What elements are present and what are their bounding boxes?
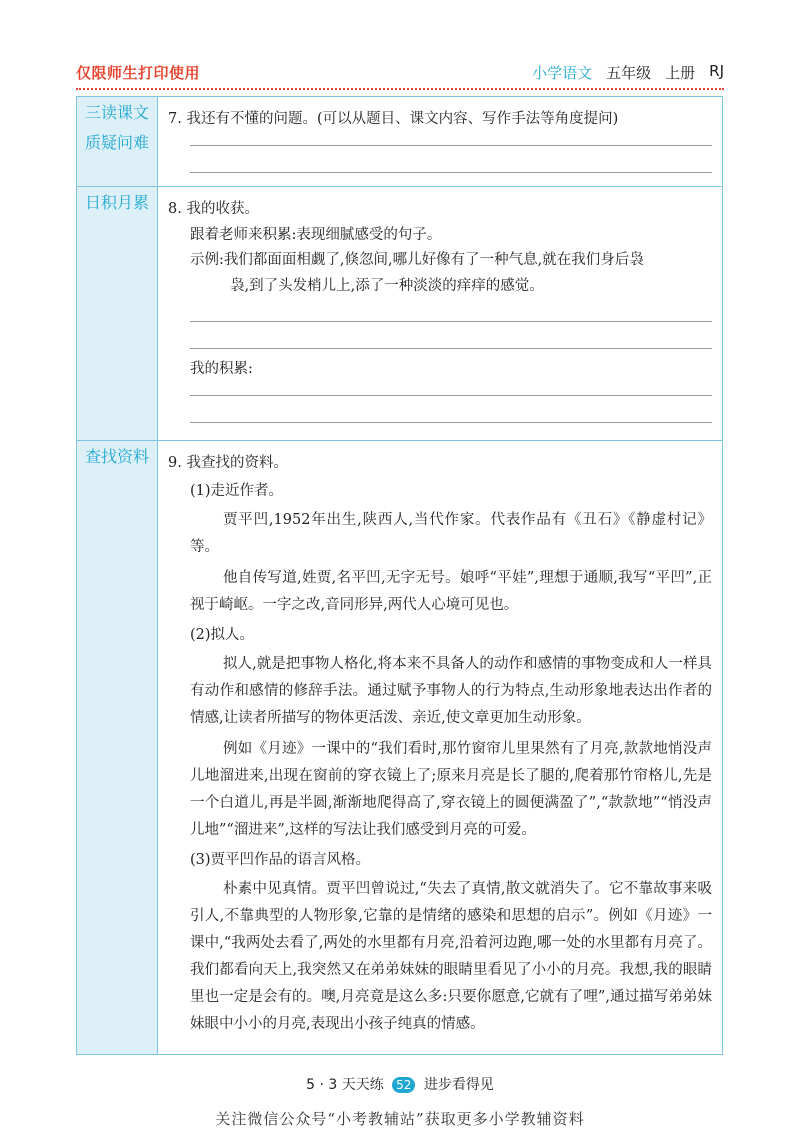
footer-slogan: 进步看得见 xyxy=(423,1077,494,1093)
question-8: 8. 我的收获。 xyxy=(168,201,259,217)
question-7: 7. 我还有不懂的问题。(可以从题目、课文内容、写作手法等角度提问) xyxy=(168,111,619,127)
section-content-research xyxy=(158,441,723,1055)
section-label-research: 查找资料 xyxy=(77,441,158,1055)
answer-line[interactable] xyxy=(190,395,712,396)
footer-series: 5 · 3 天天练 xyxy=(306,1077,384,1093)
page-footer xyxy=(0,1074,800,1094)
book-info xyxy=(532,62,724,83)
answer-line[interactable] xyxy=(190,172,712,173)
volume-label: 上册 xyxy=(665,64,696,82)
section-questions xyxy=(77,97,723,187)
my-accumulation-label: 我的积累: xyxy=(190,361,253,377)
item-3-title: (3)贾平凹作品的语言风格。 xyxy=(190,852,371,868)
item-2-title: (2)拟人。 xyxy=(190,627,255,643)
answer-line[interactable] xyxy=(190,145,712,146)
section-accumulation xyxy=(77,187,723,441)
example-line-2: 袅,到了头发梢儿上,添了一种淡淡的痒痒的感觉。 xyxy=(230,278,544,294)
grade-label: 五年级 xyxy=(606,64,652,82)
section-label-questions xyxy=(77,97,158,187)
header-divider xyxy=(76,88,724,90)
section-label-accumulation: 日积月累 xyxy=(77,187,158,441)
subject-label: 小学语文 xyxy=(532,64,593,82)
page-number-badge: 52 xyxy=(392,1077,415,1093)
author-intro-paragraph: 贾平凹,1952年出生,陕西人,当代作家。代表作品有《丑石》《静虚村记》等。 xyxy=(190,512,712,555)
example-line-1: 示例:我们都面面相觑了,倏忽间,哪儿好像有了一种气息,就在我们身后袅 xyxy=(190,252,644,268)
worksheet-table xyxy=(76,96,723,1055)
item-1-title: (1)走近作者。 xyxy=(190,483,284,499)
language-style-paragraph: 朴素中见真情。贾平凹曾说过,“失去了真情,散文就消失了。它不靠故事来吸引人,不靠典型的人物形象,它靠的是情绪的感染和思想的启示”。例如《月迹》一课中,“我两处去看了,两处的水里都有月亮,沿着河边跑,哪一处的水里都有月亮了。我们都看向天上,我突然又在弟弟妹妹的眼睛里看见了小小的月亮。我想,我的眼睛里也一定是会有的。噢,月亮竟是这么多:只要你愿意,它就有了哩”,通过描写弟弟妹妹眼中小小的月亮,表现出小孩子纯真的情感。 xyxy=(190,881,712,1032)
section-content-accumulation xyxy=(158,187,723,441)
wechat-note: 关注微信公众号“小考教辅站”获取更多小学教辅资料 xyxy=(215,1110,585,1128)
section-content-questions xyxy=(158,97,723,187)
edition-label: RJ xyxy=(709,62,724,80)
label-line-2: 质疑问难 xyxy=(84,133,149,152)
accumulation-intro: 跟着老师来积累:表现细腻感受的句子。 xyxy=(190,227,442,243)
personification-example: 例如《月迹》一课中的“我们看时,那竹窗帘儿里果然有了月亮,款款地悄没声儿地溜进来,出现在窗前的穿衣镜上了;原来月亮是长了腿的,爬着那竹帘格儿,先是一个白道儿,再是半圆,渐渐地爬得高了,穿衣镜上的圆便满盈了”,“款款地”“悄没声儿地”“溜进来”,这样的写法让我们感受到月亮的可爱。 xyxy=(190,741,712,838)
print-notice: 仅限师生打印使用 xyxy=(76,64,201,82)
label-line-1: 三读课文 xyxy=(84,103,149,122)
author-name-paragraph: 他自传写道,姓贾,名平凹,无字无号。娘呼“平娃”,理想于通顺,我写“平凹”,正视于崎岖。一字之改,音同形异,两代人心境可见也。 xyxy=(190,570,712,613)
answer-line[interactable] xyxy=(190,321,712,322)
personification-definition: 拟人,就是把事物人格化,将本来不具备人的动作和感情的事物变成和人一样具有动作和感情的修辞手法。通过赋予事物人的行为特点,生动形象地表达出作者的情感,让读者所描写的物体更活泼、亲近,使文章更加生动形象。 xyxy=(190,656,712,726)
answer-line[interactable] xyxy=(190,348,712,349)
question-9: 9. 我查找的资料。 xyxy=(168,455,288,471)
answer-line[interactable] xyxy=(190,422,712,423)
section-research xyxy=(77,441,723,1055)
